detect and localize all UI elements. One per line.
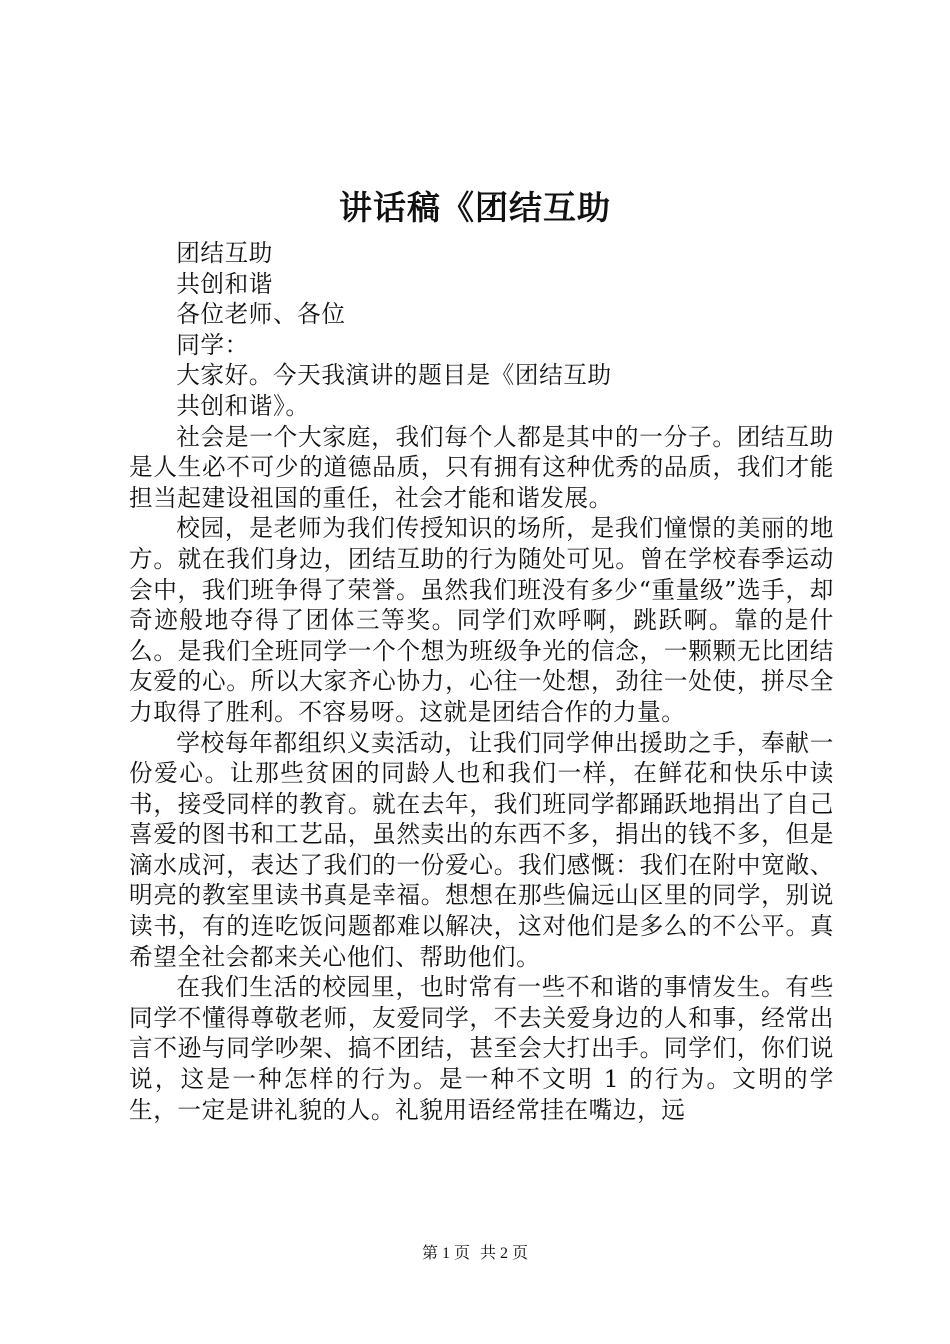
page-total: 共 2 页 xyxy=(480,1245,529,1262)
paragraph: 在我们生活的校园里，也时常有一些不和谐的事情发生。有些同学不懂得尊敬老师，友爱同学，不去关爱身边的人和事，经常出言不逊与同学吵架、搞不团结，甚至会大打出手。同学们，你们说说，这是一种怎样的行为。是一种不文明 1 的行为。文明的学生，一定是讲礼貌的人。礼貌用语经常挂在嘴边，远 xyxy=(129,973,834,1124)
document-body xyxy=(129,238,834,1125)
paragraph: 校园，是老师为我们传授知识的场所，是我们憧憬的美丽的地方。就在我们身边，团结互助的行为随处可见。曾在学校春季运动会中，我们班争得了荣誉。虽然我们班没有多少“重量级”选手，却奇迹般地夺得了团体三等奖。同学们欢呼啊，跳跃啊。靠的是什么。是我们全班同学一个个想为班级争光的信念，一颗颗无比团结友爱的心。所以大家齐心协力，心往一处想，劲往一处使，拼尽全力取得了胜利。不容易呀。这就是团结合作的力量。 xyxy=(129,514,834,726)
salutation-line: 各位老师、各位 xyxy=(176,300,346,329)
heading-line: 团结互助 xyxy=(176,239,273,267)
page-footer xyxy=(0,1243,950,1265)
salutation-line: 同学： xyxy=(176,330,249,359)
paragraph: 学校每年都组织义卖活动，让我们同学伸出援助之手，奉献一份爱心。让那些贫困的同龄人也和我们一样，在鲜花和快乐中读书，接受同样的教育。就在去年，我们班同学都踊跃地捐出了自己喜爱的图书和工艺品，虽然卖出的东西不多，捐出的钱不多，但是滴水成河，表达了我们的一份爱心。我们感慨：我们在附中宽敞、明亮的教室里读书真是幸福。想想在那些偏远山区里的同学，别说读书，有的连吃饭问题都难以解决，这对他们是多么的不公平。真希望全社会都来关心他们、帮助他们。 xyxy=(129,728,834,971)
page-number: 第 1 页 xyxy=(421,1245,470,1262)
intro-line: 共创和谐》。 xyxy=(176,391,310,420)
document-title: 讲话稿《团结互助 xyxy=(339,188,611,227)
heading-line: 共创和谐 xyxy=(176,269,273,298)
intro-line: 大家好。今天我演讲的题目是《团结互助 xyxy=(176,361,612,390)
paragraph: 社会是一个大家庭，我们每个人都是其中的一分子。团结互助是人生必不可少的道德品质，只有拥有这种优秀的品质，我们才能担当起建设祖国的重任，社会才能和谐发展。 xyxy=(129,422,834,512)
